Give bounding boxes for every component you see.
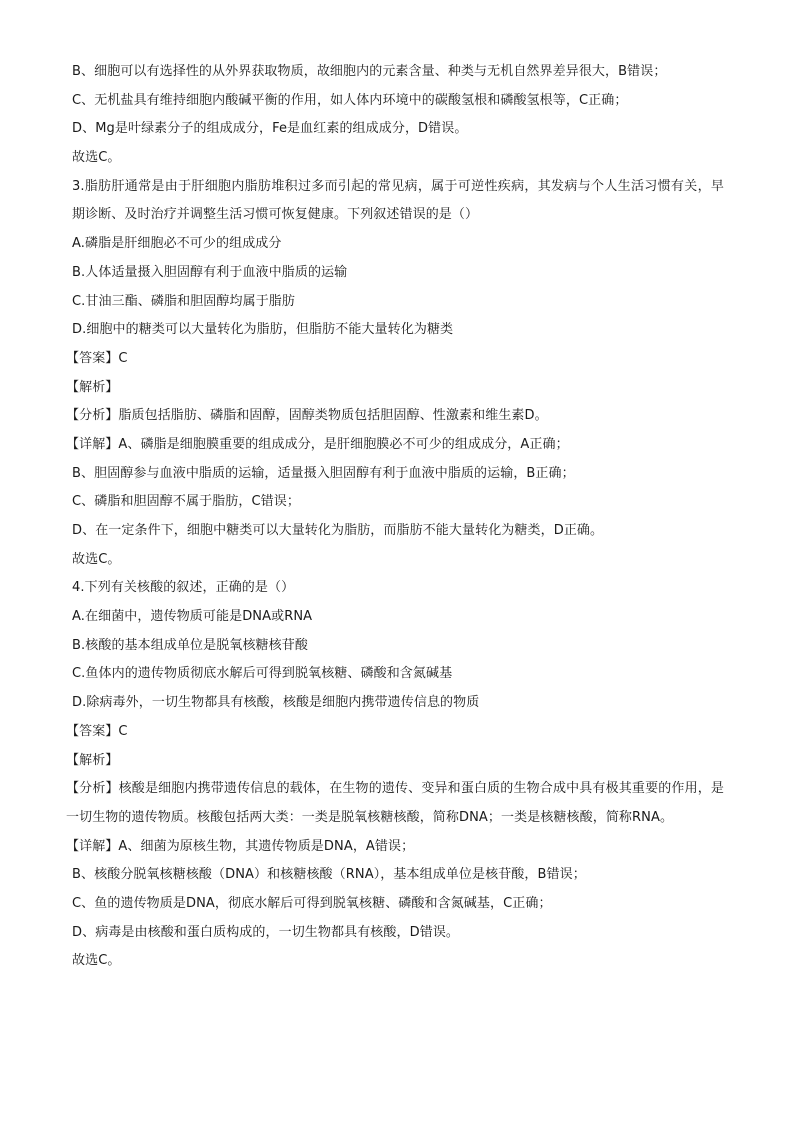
question-3-detail-d: D、在一定条件下，细胞中糖类可以大量转化为脂肪，而脂肪不能大量转化为糖类，D正确。 [72, 523, 604, 539]
question-4-analysis-label: 【解析】 [66, 752, 119, 768]
question-3-detail-b: B、胆固醇参与血液中脂质的运输，适量摄入胆固醇有利于血液中脂质的运输，B正确； [72, 465, 575, 481]
question-4-option-c: C.鱼体内的遗传物质彻底水解后可得到脱氧核糖、磷酸和含氮碱基 [72, 666, 453, 682]
document-page [66, 58, 724, 976]
question-4-detail-b: B、核酸分脱氧核糖核酸（DNA）和核糖核酸（RNA），基本组成单位是核苷酸，B错误； [72, 867, 586, 883]
question-4-analysis: 【分析】核酸是细胞内携带遗传信息的载体，在生物的遗传、变异和蛋白质的生物合成中具有极其重要的作用，是一切生物的遗传物质。核酸包括两大类：一类是脱氧核糖核酸，简称DNA；一类是核糖核酸，简称RNA。 [66, 781, 724, 825]
question-3-option-d: D.细胞中的糖类可以大量转化为脂肪，但脂肪不能大量转化为糖类 [72, 322, 454, 338]
question-4-option-a: A.在细菌中，遗传物质可能是DNA或RNA [72, 609, 313, 625]
question-4-detail-a: 【详解】A、细菌为原核生物，其遗传物质是DNA，A错误； [66, 838, 415, 854]
question-3-option-c: C.甘油三酯、磷脂和胆固醇均属于脂肪 [72, 293, 296, 309]
question-3-analysis-label: 【解析】 [66, 379, 119, 395]
question-4-option-d: D.除病毒外，一切生物都具有核酸，核酸是细胞内携带遗传信息的物质 [72, 695, 480, 711]
question-3-answer: 【答案】C [66, 350, 128, 366]
question-4-option-b: B.核酸的基本组成单位是脱氧核糖核苷酸 [72, 637, 308, 653]
question-4-detail-c: C、鱼的遗传物质是DNA，彻底水解后可得到脱氧核糖、磷酸和含氮碱基，C正确； [72, 896, 552, 911]
option-c-explanation: C、无机盐具有维持细胞内酸碱平衡的作用，如人体内环境中的碳酸氢根和磷酸氢根等，C正确； [72, 92, 628, 108]
question-4-detail-d: D、病毒是由核酸和蛋白质构成的，一切生物都具有核酸，D错误。 [72, 924, 460, 940]
option-b-explanation: B、细胞可以有选择性的从外界获取物质，故细胞内的元素含量、种类与无机自然界差异很大，B错误； [72, 64, 667, 79]
question-3-option-b: B.人体适量摄入胆固醇有利于血液中脂质的运输 [72, 264, 348, 280]
conclusion: 故选C。 [72, 150, 121, 166]
question-4-stem: 4.下列有关核酸的叙述，正确的是（） [72, 580, 295, 596]
question-4-conclusion: 故选C。 [72, 953, 121, 969]
question-3-detail-a: 【详解】A、磷脂是细胞膜重要的组成成分，是肝细胞膜必不可少的组成成分，A正确； [66, 436, 569, 452]
question-4-answer: 【答案】C [66, 723, 128, 739]
question-3-stem: 3.脂肪肝通常是由于肝细胞内脂肪堆积过多而引起的常见病，属于可逆性疾病，其发病与个人生活习惯有关，早期诊断、及时治疗并调整生活习惯可恢复健康。下列叙述错误的是（） [72, 178, 724, 223]
question-3-detail-c: C、磷脂和胆固醇不属于脂肪，C错误； [72, 494, 300, 510]
question-3-conclusion: 故选C。 [72, 551, 121, 567]
question-3-analysis: 【分析】脂质包括脂肪、磷脂和固醇，固醇类物质包括胆固醇、性激素和维生素D。 [66, 408, 548, 424]
option-d-explanation: D、Mg是叶绿素分子的组成成分，Fe是血红素的组成成分，D错误。 [72, 121, 468, 137]
question-3-option-a: A.磷脂是肝细胞必不可少的组成成分 [72, 236, 282, 252]
